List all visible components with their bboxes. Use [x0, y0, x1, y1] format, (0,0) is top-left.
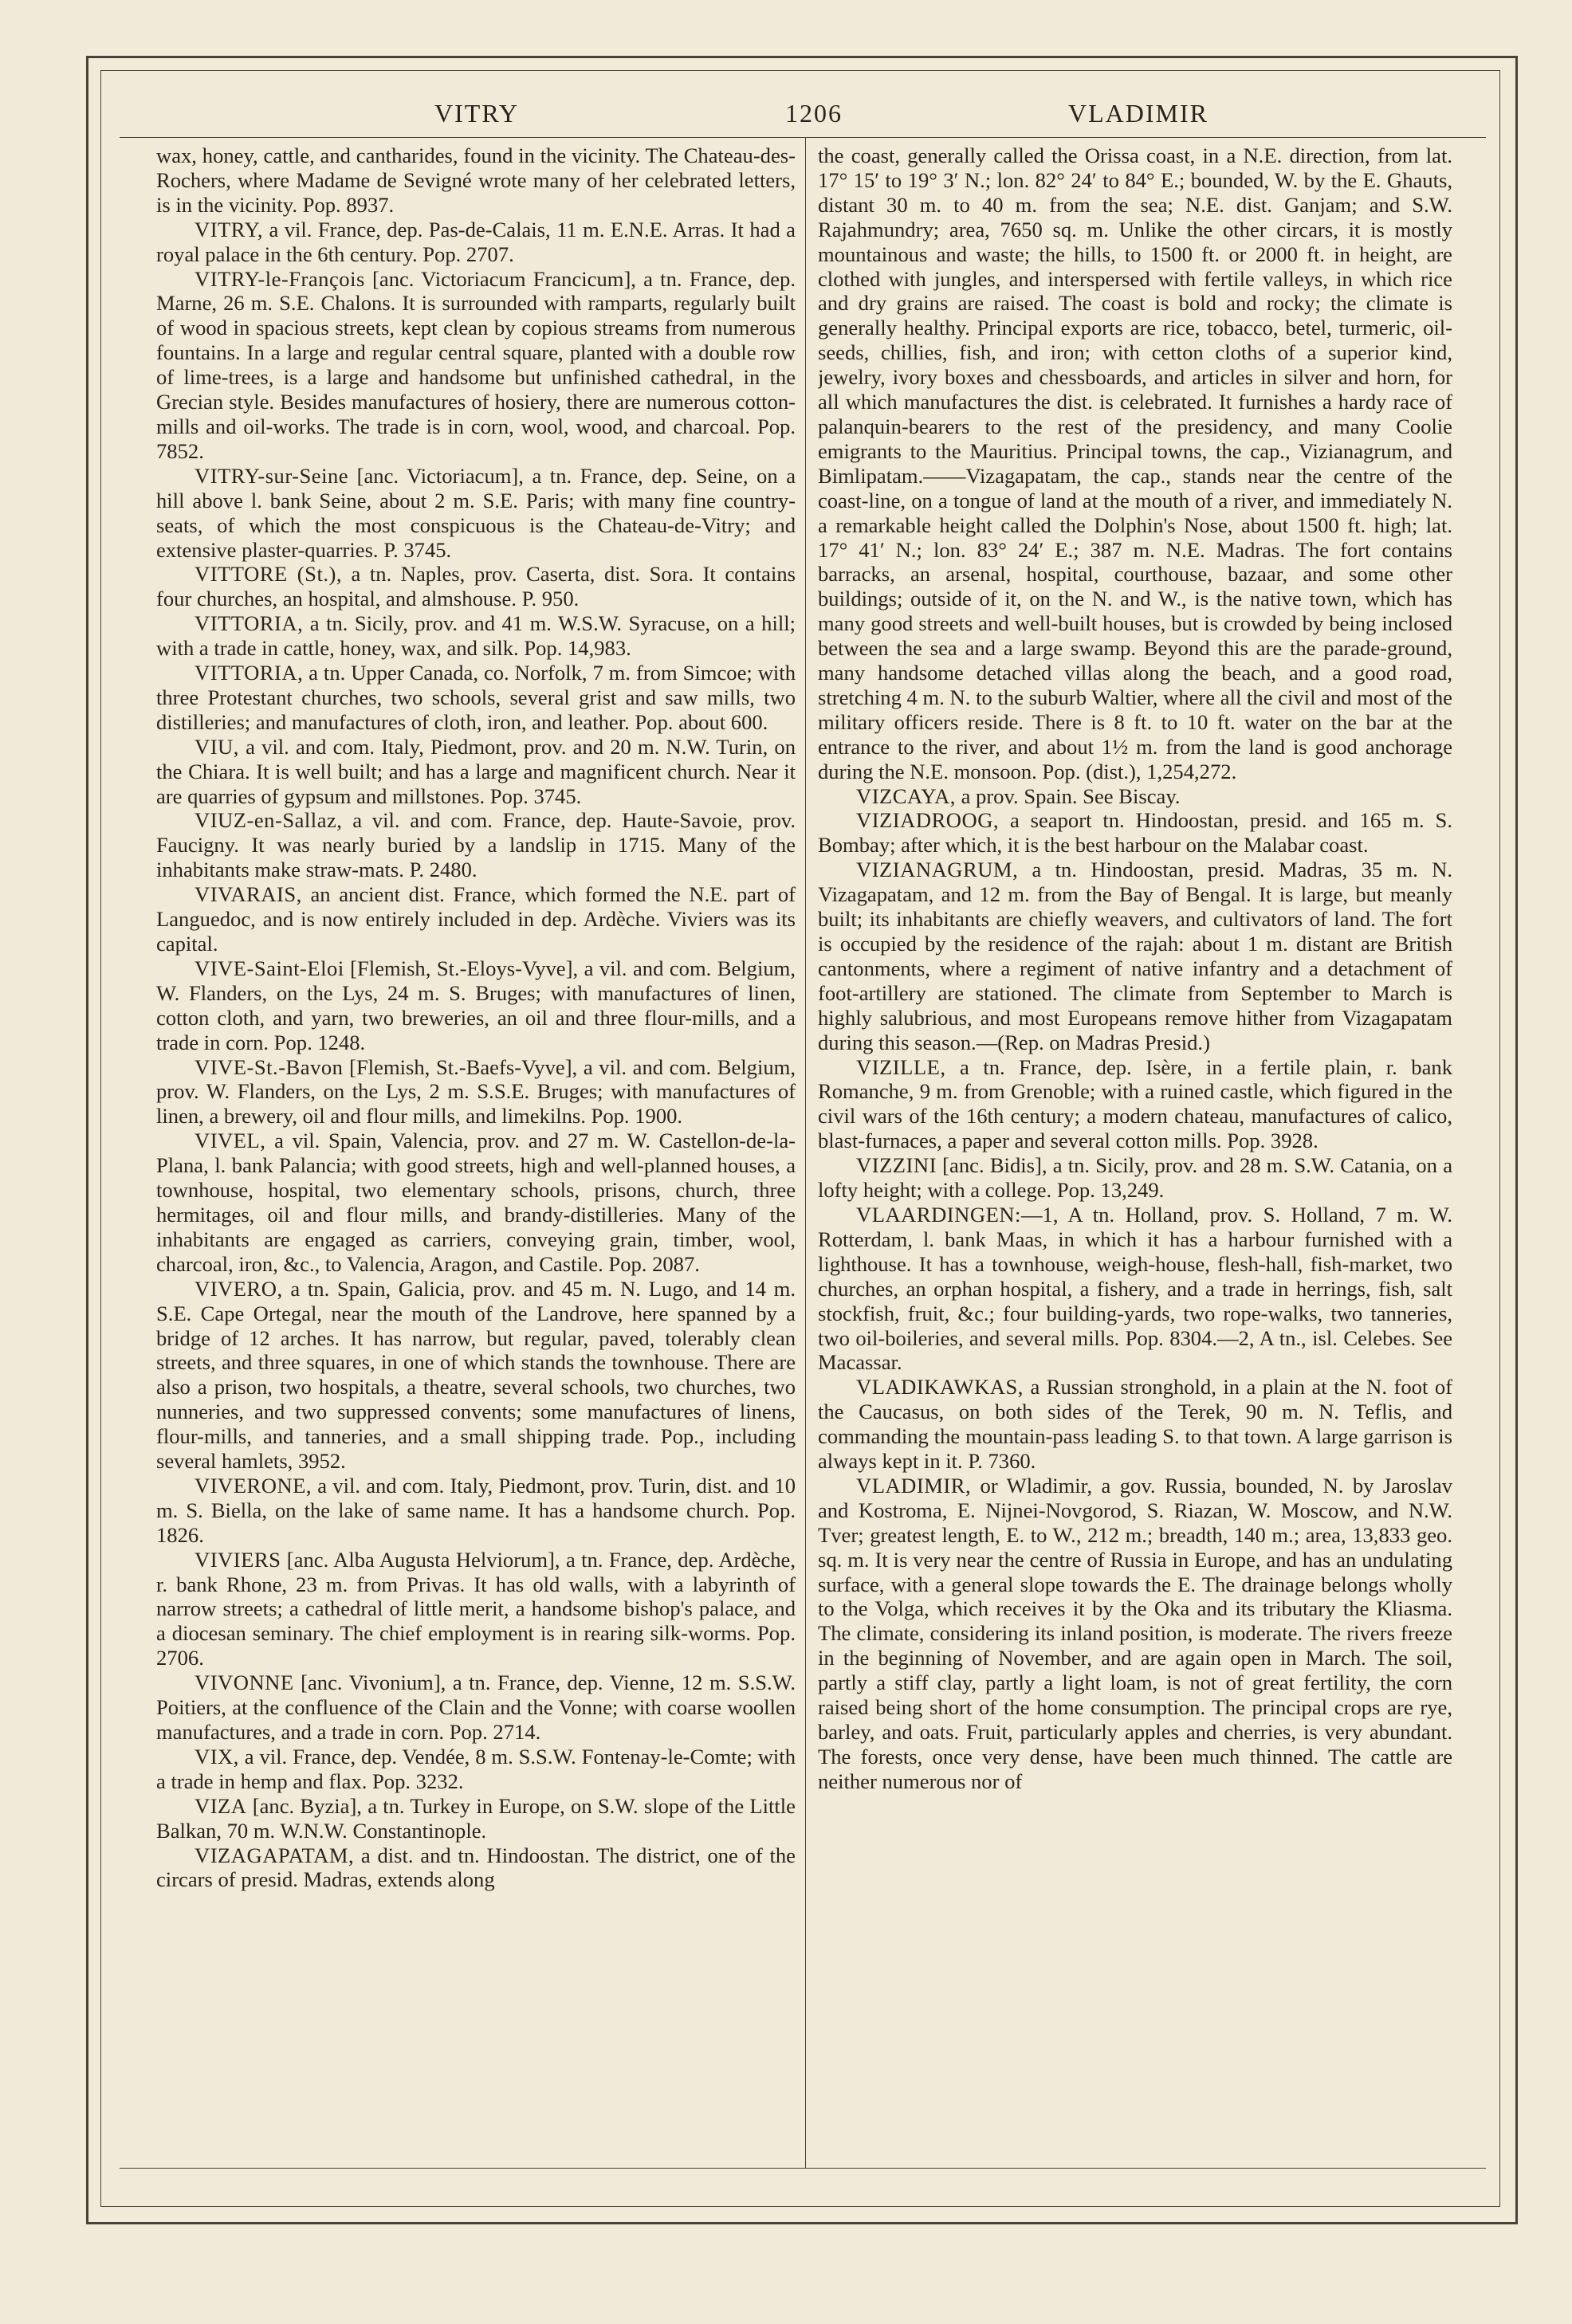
- entry-headword: VIUZ-en-Sallaz,: [195, 808, 343, 833]
- dictionary-entry: [818, 1203, 1452, 1375]
- header-left-word: VITRY: [434, 99, 519, 128]
- entry-headword: VIVERO,: [195, 1276, 283, 1301]
- entry-headword: VIZA: [195, 1793, 247, 1818]
- entry-headword: VIVERONE,: [195, 1473, 312, 1498]
- entry-headword: VLADIMIR,: [856, 1473, 972, 1498]
- entry-headword: VIU,: [195, 734, 239, 759]
- entry-text: [anc. Victoriacum Francicum], a tn. France, dep. Marne, 26 m. S.E. Chalons. It is surrounded with ramparts, regularly built of wood in spacious streets, kept clean by copious streams from numerous fountains. In a large and regular central square, planted with a double row of lime-trees, is a large and handsome but unfinished cathedral, in the Grecian style. Besides manufactures of hosiery, there are numerous cotton-mills and oil-works. The trade is in corn, wool, wood, and charcoal. Pop. 7852.: [156, 266, 796, 463]
- dictionary-entry: [818, 1375, 1452, 1474]
- column-divider: [805, 137, 806, 2168]
- entry-text: a vil. and com. Italy, Piedmont, prov. and 20 m. N.W. Turin, on the Chiara. It is well built; and has a large and magnificent church. Near it are quarries of gypsum and millstones. Pop. 3745.: [156, 734, 796, 808]
- entry-text: a dist. and tn. Hindoostan. The district, one of the circars of presid. Madras, extends along: [156, 1843, 796, 1892]
- header-rule: [120, 137, 1486, 138]
- running-header: [120, 92, 1475, 134]
- entry-headword: VITRY-sur-Seine: [195, 463, 349, 488]
- entry-text: a vil. France, dep. Pas-de-Calais, 11 m. E.N.E. Arras. It had a royal palace in the 6th century. Pop. 2707.: [156, 217, 796, 266]
- dictionary-entry: [156, 1548, 796, 1671]
- dictionary-entry: [818, 784, 1452, 809]
- dictionary-entry: [156, 611, 796, 661]
- dictionary-entry: [156, 661, 796, 735]
- entry-text: [anc. Byzia], a tn. Turkey in Europe, on S.W. slope of the Little Balkan, 70 m. W.N.W. Constantinople.: [156, 1793, 796, 1843]
- entry-headword: VITTORIA,: [195, 661, 304, 685]
- dictionary-entry: [818, 143, 1452, 784]
- page-number: 1206: [785, 99, 843, 128]
- entry-text: [anc. Bidis], a tn. Sicily, prov. and 28 m. S.W. Catania, on a lofty height; with a college. Pop. 13,249.: [818, 1153, 1452, 1203]
- dictionary-entry: [818, 1153, 1452, 1203]
- dictionary-entry: [156, 1055, 796, 1129]
- footer-rule: [120, 2168, 1486, 2169]
- entry-headword: VLADIKAWKAS,: [856, 1375, 1024, 1400]
- dictionary-entry: [156, 1745, 796, 1794]
- entry-headword: VIVE-St.-Bavon: [195, 1054, 344, 1079]
- entry-headword: VIZIANAGRUM,: [856, 858, 1019, 882]
- entry-headword: VIVEL,: [195, 1129, 266, 1153]
- entry-text: a vil. Spain, Valencia, prov. and 27 m. W. Castellon-de-la-Plana, l. bank Palancia; with good streets, high and well-planned houses, a townhouse, hospital, two elementary schools, prisons, church, three hermitages, oil and flour mills, and brandy-distilleries. Many of the inhabitants are engaged as carriers, conveying grain, timber, wool, charcoal, iron, &c., to Valencia, Aragon, and Castile. Pop. 2087.: [156, 1129, 796, 1276]
- entry-text: [Flemish, St.-Baefs-Vyve], a vil. and com. Belgium, prov. W. Flanders, on the Lys, 2 m. S.S.E. Bruges; with manufactures of linen, a brewery, oil and flour mills, and limekilns. Pop. 1900.: [156, 1054, 796, 1129]
- entry-headword: VIVONNE: [195, 1670, 294, 1695]
- entry-headword: VITRY-le-François: [195, 266, 365, 291]
- entry-text: a tn. Spain, Galicia, prov. and 45 m. N. Lugo, and 14 m. S.E. Cape Ortegal, near the mouth of the Landrove, here spanned by a bridge of 12 arches. It has narrow, but regular, paved, tolerably clean streets, and three squares, in one of which stands the townhouse. There are also a prison, two hospitals, a theatre, several schools, two churches, two nunneries, and two suppressed convents; some manufactures of linens, flour-mills, and tanneries, and a small shipping trade. Pop., including several hamlets, 3952.: [156, 1276, 796, 1474]
- entry-text: or Wladimir, a gov. Russia, bounded, N. by Jaroslav and Kostroma, E. Nijnei-Novgorod, S. Riazan, W. Moscow, and N.W. Tver; greatest length, E. to W., 212 m.; breadth, 140 m.; area, 13,833 geo. sq. m. It is very near the centre of Russia in Europe, and has an undulating surface, with a general slope towards the E. The drainage belongs wholly to the Volga, which receives it by the Oka and its tributary the Kliasma. The climate, considering its inland position, is moderate. The rivers freeze in the beginning of November, and are again open in March. The soil, partly a stiff clay, partly a light loam, is not of great fertility, the corn raised being short of the home consumption. The principal crops are rye, barley, and oats. Fruit, particularly apples and cherries, is very abundant. The forests, once very dense, have been much thinned. The cattle are neither numerous nor of: [818, 1473, 1452, 1793]
- entry-headword: VIZZINI: [856, 1153, 937, 1178]
- entry-headword: VIX,: [195, 1744, 239, 1769]
- entry-text: a Russian stronghold, in a plain at the N. foot of the Caucasus, on both sides of the Terek, 90 m. N. Teflis, and commanding the mountain-pass leading S. to that town. A large garrison is always kept in it. P. 7360.: [818, 1375, 1452, 1474]
- dictionary-entry: [818, 808, 1452, 858]
- dictionary-entry: [156, 1277, 796, 1474]
- dictionary-entry: [818, 858, 1452, 1054]
- entry-headword: VLAARDINGEN:: [856, 1202, 1021, 1227]
- entry-headword: VIZIADROOG,: [856, 808, 1000, 833]
- entry-text: —1, A tn. Holland, prov. S. Holland, 7 m. W. Rotterdam, l. bank Maas, in which it has a harbour furnished with a lighthouse. It has a townhouse, weigh-house, flesh-hall, fish-market, two churches, an orphan hospital, a fishery, and a trade in herrings, fish, salt stockfish, fruit, &c.; four building-yards, two rope-walks, two tanneries, two oil-boileries, and several mills. Pop. 8304.—2, A tn., isl. Celebes. See Macassar.: [818, 1202, 1452, 1375]
- entry-text: a vil. France, dep. Vendée, 8 m. S.S.W. Fontenay-le-Comte; with a trade in hemp and flax. Pop. 3232.: [156, 1744, 796, 1793]
- dictionary-entry: [156, 1129, 796, 1276]
- dictionary-entry: [818, 1474, 1452, 1794]
- entry-text: [anc. Vivonium], a tn. France, dep. Vienne, 12 m. S.S.W. Poitiers, at the confluence of the Clain and the Vonne; with coarse woollen manufactures, and a trade in corn. Pop. 2714.: [156, 1670, 796, 1744]
- entry-text: [anc. Alba Augusta Helviorum], a tn. France, dep. Ardèche, r. bank Rhone, 23 m. from Privas. It has old walls, with a labyrinth of narrow streets; a cathedral of little merit, a handsome bishop's palace, and a diocesan seminary. The chief employment is in rearing silk-worms. Pop. 2706.: [156, 1547, 796, 1670]
- entry-text: a tn. France, dep. Isère, in a fertile plain, r. bank Romanche, 9 m. from Grenoble; with a ruined castle, which figured in the civil wars of the 16th century; a modern chateau, manufactures of calico, blast-furnaces, a paper and several cotton mills. Pop. 3928.: [818, 1054, 1452, 1153]
- entry-headword: VIVE-Saint-Eloi: [195, 956, 344, 980]
- entry-text: a tn. Naples, prov. Caserta, dist. Sora. It contains four churches, an hospital, and almshouse. P. 950.: [156, 562, 796, 611]
- entry-headword: VITTORIA,: [195, 611, 304, 636]
- dictionary-entry: [156, 562, 796, 611]
- dictionary-entry: [156, 1794, 796, 1843]
- entry-text: the coast, generally called the Orissa coast, in a N.E. direction, from lat. 17° 15′ to 19° 3′ N.; lon. 82° 24′ to 84° E.; bounded, W. by the E. Ghauts, distant 30 m. to 40 m. from the sea; N.E. dist. Ganjam; and S.W. Rajahmundry; area, 7650 sq. m. Unlike the other circars, it is mostly mountainous and waste; the hills, to 1500 ft. or 2000 ft. in height, are clothed with jungles, and interspersed with fertile valleys, in which rice and dry grains are raised. The coast is bold and rocky; the climate is generally healthy. Principal exports are rice, tobacco, betel, turmeric, oil-seeds, chillies, fish, and iron; with cetton cloths of a superior kind, jewelry, ivory boxes and chessboards, and articles in silver and horn, for all which manufactures the dist. is celebrated. It furnishes a hardy race of palanquin-bearers to the rest of the presidency, and many Coolie emigrants to the Mauritius. Principal towns, the cap., Vizianagrum, and Bimlipatam.——Vizagapatam, the cap., stands near the centre of the coast-line, on a tongue of land at the mouth of a river, and immediately N. a remarkable height called the Dolphin's Nose, about 1500 ft. high; lat. 17° 41′ N.; lon. 83° 24′ E.; 387 m. N.E. Madras. The fort contains barracks, an arsenal, hospital, courthouse, bazaar, and some other buildings; outside of it, on the N. and W., is the native town, which has many good streets and well-built houses, but is crowded by being inclosed between the sea and a large swamp. Beyond this are the parade-ground, many handsome detached villas along the beach, and a good road, stretching 4 m. N. to the suburb Waltier, where all the civil and most of the military officers reside. There is 8 ft. to 10 ft. water on the bar at the entrance to the river, and about 1½ m. from the land is good anchorage during the N.E. monsoon. Pop. (dist.), 1,254,272.: [818, 143, 1452, 783]
- entry-text: a tn. Sicily, prov. and 41 m. W.S.W. Syracuse, on a hill; with a trade in cattle, honey, wax, and silk. Pop. 14,983.: [156, 611, 796, 661]
- dictionary-entry: [156, 735, 796, 809]
- dictionary-entry: [156, 808, 796, 882]
- entry-text: a seaport tn. Hindoostan, presid. and 165 m. S. Bombay; after which, it is the best harbour on the Malabar coast.: [818, 808, 1452, 858]
- entry-text: a tn. Upper Canada, co. Norfolk, 7 m. from Simcoe; with three Protestant churches, two schools, several grist and saw mills, two distilleries; and manufactures of cloth, iron, and leather. Pop. about 600.: [156, 661, 796, 734]
- entry-text: [anc. Victoriacum], a tn. France, dep. Seine, on a hill above l. bank Seine, about 2 m. S.E. Paris; with many fine country-seats, of which the most conspicuous is the Chateau-de-Vitry; and extensive plaster-quarries. P. 3745.: [156, 463, 796, 562]
- entry-headword: VIVARAIS,: [195, 882, 302, 907]
- entry-text: a prov. Spain. See Biscay.: [955, 783, 1181, 808]
- entry-text: [Flemish, St.-Eloys-Vyve], a vil. and com. Belgium, W. Flanders, on the Lys, 24 m. S. Bruges; with manufactures of linen, cotton cloth, and yarn, two breweries, an oil and three flour-mills, and a trade in corn. Pop. 1248.: [156, 956, 796, 1054]
- entry-headword: VIZILLE,: [856, 1054, 946, 1079]
- entry-text: a tn. Hindoostan, presid. Madras, 35 m. N. Vizagapatam, and 12 m. from the Bay of Bengal. It is large, but meanly built; its inhabitants are chiefly weavers, and cultivators of land. The fort is occupied by the residence of the rajah: about 1 m. distant are British cantonments, where a regiment of native infantry and a detachment of foot-artillery are stationed. The climate from September to March is highly salubrious, and most Europeans remove hither from Vizagapatam during this season.—(Rep. on Madras Presid.): [818, 858, 1452, 1054]
- entry-headword: VIZAGAPATAM,: [195, 1843, 355, 1867]
- dictionary-entry: [156, 882, 796, 956]
- header-right-word: VLADIMIR: [1068, 99, 1208, 128]
- entry-text: wax, honey, cattle, and cantharides, found in the vicinity. The Chateau-des-Rochers, where Madame de Sevigné wrote many of her celebrated letters, is in the vicinity. Pop. 8937.: [156, 143, 796, 217]
- entry-text: a vil. and com. France, dep. Haute-Savoie, prov. Faucigny. It was nearly buried by a landslip in 1715. Many of the inhabitants make straw-mats. P. 2480.: [156, 808, 796, 882]
- right-column: [818, 143, 1452, 2160]
- entry-headword: VIZCAYA,: [856, 783, 956, 808]
- entry-text: a vil. and com. Italy, Piedmont, prov. Turin, dist. and 10 m. S. Biella, on the lake of same name. It has a handsome church. Pop. 1826.: [156, 1473, 796, 1547]
- dictionary-entry: [156, 1474, 796, 1548]
- entry-headword: VITRY,: [195, 217, 264, 241]
- dictionary-entry: [156, 218, 796, 267]
- entry-text: an ancient dist. France, which formed the N.E. part of Languedoc, and is now entirely included in dep. Ardèche. Viviers was its capital.: [156, 882, 796, 956]
- dictionary-entry: [156, 956, 796, 1055]
- dictionary-entry: [156, 1843, 796, 1893]
- entry-headword: VITTORE (St.),: [195, 562, 342, 587]
- dictionary-entry: [818, 1055, 1452, 1154]
- entry-headword: VIVIERS: [195, 1547, 281, 1572]
- dictionary-entry: [156, 143, 796, 218]
- left-column: [156, 143, 796, 2160]
- dictionary-entry: [156, 1670, 796, 1745]
- dictionary-entry: [156, 267, 796, 464]
- dictionary-entry: [156, 464, 796, 563]
